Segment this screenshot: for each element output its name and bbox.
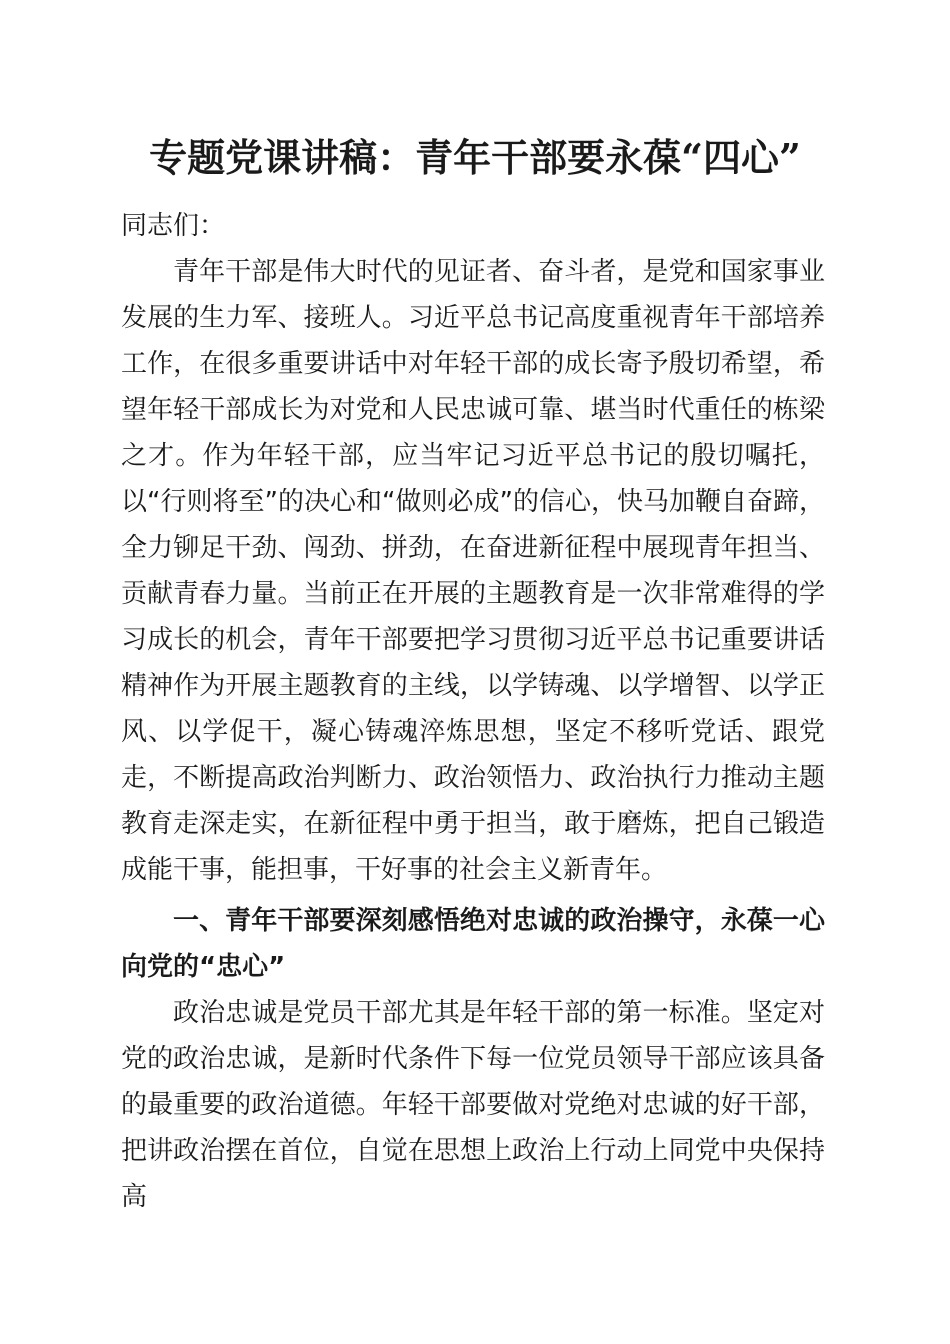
- section-heading-1: 一、青年干部要深刻感悟绝对忠诚的政治操守，永葆一心向党的“忠心”: [121, 906, 825, 982]
- document-title: 专题党课讲稿：青年干部要永葆“四心”: [149, 135, 801, 180]
- salutation: 同志们：: [121, 211, 226, 241]
- paragraph-section-1: 政治忠诚是党员干部尤其是年轻干部的第一标准。坚定对党的政治忠诚，是新时代条件下每一位党员领导干部应该具备的最重要的政治道德。年轻干部要做对党绝对忠诚的好干部，把讲政治摆在首位，自觉在思想上政治上行动上同党中央保持高: [121, 998, 825, 1212]
- paragraph-intro: 青年干部是伟大时代的见证者、奋斗者，是党和国家事业发展的生力军、接班人。习近平总书记高度重视青年干部培养工作，在很多重要讲话中对年轻干部的成长寄予殷切希望，希望年轻干部成长为对党和人民忠诚可靠、堪当时代重任的栋梁之才。作为年轻干部，应当牢记习近平总书记的殷切嘱托，以“行则将至”的决心和“做则必成”的信心，快马加鞭自奋蹄，全力铆足干劲、闯劲、拼劲，在奋进新征程中展现青年担当、贡献青春力量。当前正在开展的主题教育是一次非常难得的学习成长的机会，青年干部要把学习贯彻习近平总书记重要讲话精神作为开展主题教育的主线，以学铸魂、以学增智、以学正风、以学促干，凝心铸魂淬炼思想，坚定不移听党话、跟党走，不断提高政治判断力、政治领悟力、政治执行力推动主题教育走深走实，在新征程中勇于担当，敢于磨炼，把自己锻造成能干事，能担事，干好事的社会主义新青年。: [121, 257, 825, 885]
